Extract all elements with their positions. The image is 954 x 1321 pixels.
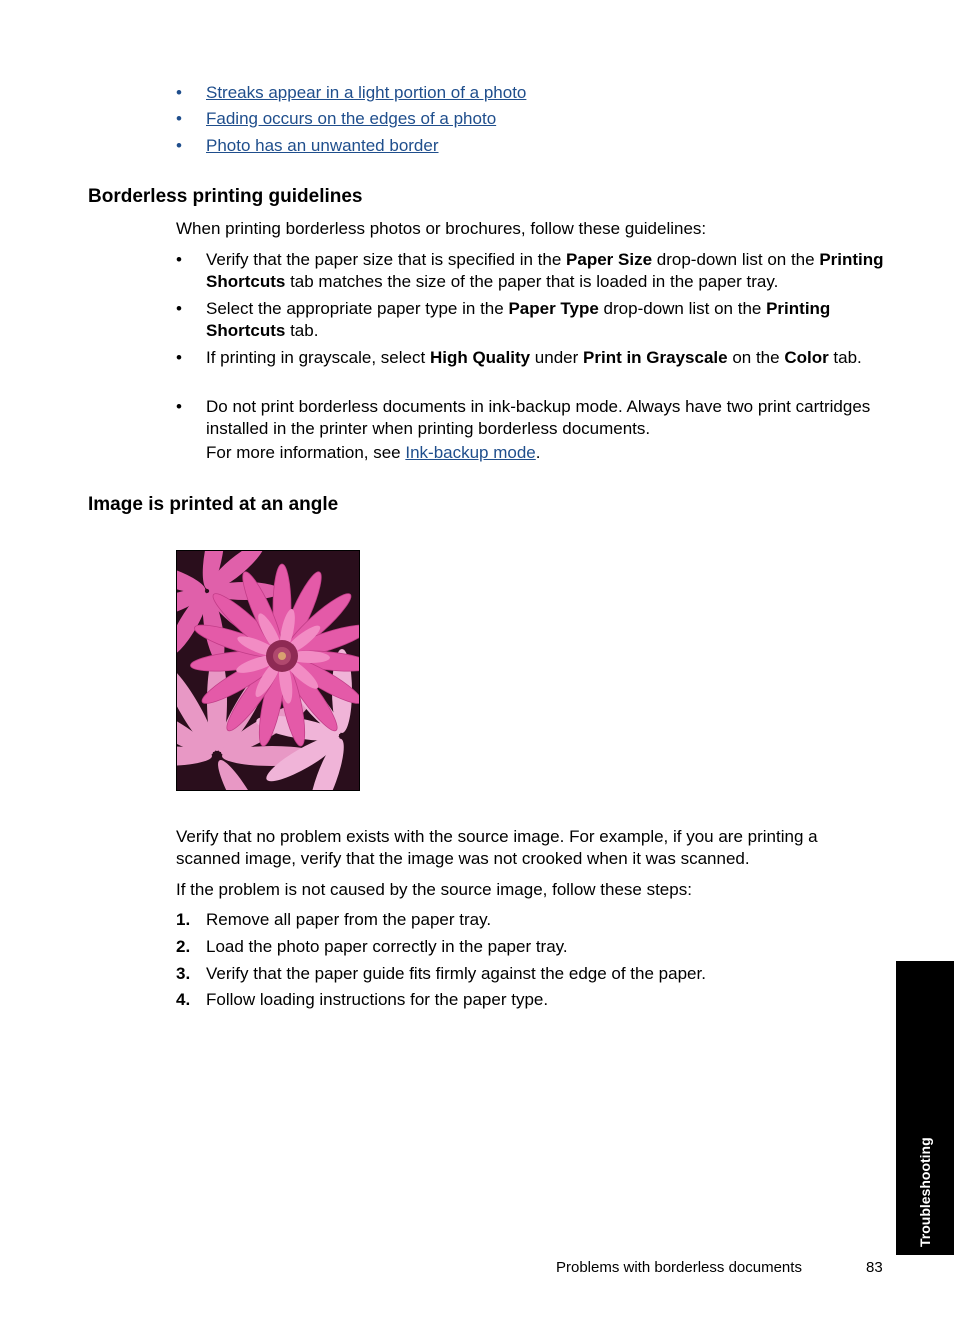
guideline-grayscale: If printing in grayscale, select High Quality under Print in Grayscale on the Color tab. [206,348,862,367]
source-image-paragraph: Verify that no problem exists with the source image. For example, if you are printing a scanned image, verify that the image was not crooked when it was scanned. [176,827,818,868]
link-ink-backup-mode[interactable]: Ink-backup mode [405,443,536,462]
bullet: • [176,348,182,367]
side-tab-label: Troubleshooting [917,1137,933,1247]
guideline-paper-size: Verify that the paper size that is specified in the Paper Size drop-down list on the Printing Shortcuts tab matches the size of the paper that is loaded in the paper tray. [206,250,884,291]
steps-intro: If the problem is not caused by the source image, follow these steps: [176,880,692,899]
step-number: 3. [176,964,191,983]
step-number: 2. [176,937,191,956]
bullet: • [176,250,182,269]
troubleshooting-side-tab [896,961,954,1255]
skewed-flower-photo [176,550,360,791]
bullet: • [176,109,182,128]
step-number: 1. [176,910,191,929]
guideline-ink-backup: Do not print borderless documents in ink-backup mode. Always have two print cartridges installed in the printer when printing borderless documents. For more information, see Ink-backup mode. [206,397,871,462]
guideline-paper-type: Select the appropriate paper type in the Paper Type drop-down list on the Printing Shortcuts tab. [206,299,831,340]
step-text: Follow loading instructions for the paper type. [206,990,549,1009]
link-streaks[interactable]: Streaks appear in a light portion of a photo [206,83,527,102]
step-text: Load the photo paper correctly in the paper tray. [206,937,568,956]
footer-title: Problems with borderless documents [556,1259,802,1276]
pink-flower-image [177,551,359,790]
guidelines-intro: When printing borderless photos or brochures, follow these guidelines: [176,219,707,238]
bullet: • [176,397,182,416]
bullet: • [176,299,182,318]
page-number: 83 [866,1259,883,1276]
link-fading[interactable]: Fading occurs on the edges of a photo [206,109,497,128]
step-text: Verify that the paper guide fits firmly against the edge of the paper. [206,964,706,983]
bullet: • [176,83,182,102]
step-number: 4. [176,990,191,1009]
heading-borderless-guidelines: Borderless printing guidelines [88,186,363,207]
link-unwanted-border[interactable]: Photo has an unwanted border [206,136,439,155]
step-text: Remove all paper from the paper tray. [206,910,492,929]
bullet: • [176,136,182,155]
heading-image-angle: Image is printed at an angle [88,494,339,515]
